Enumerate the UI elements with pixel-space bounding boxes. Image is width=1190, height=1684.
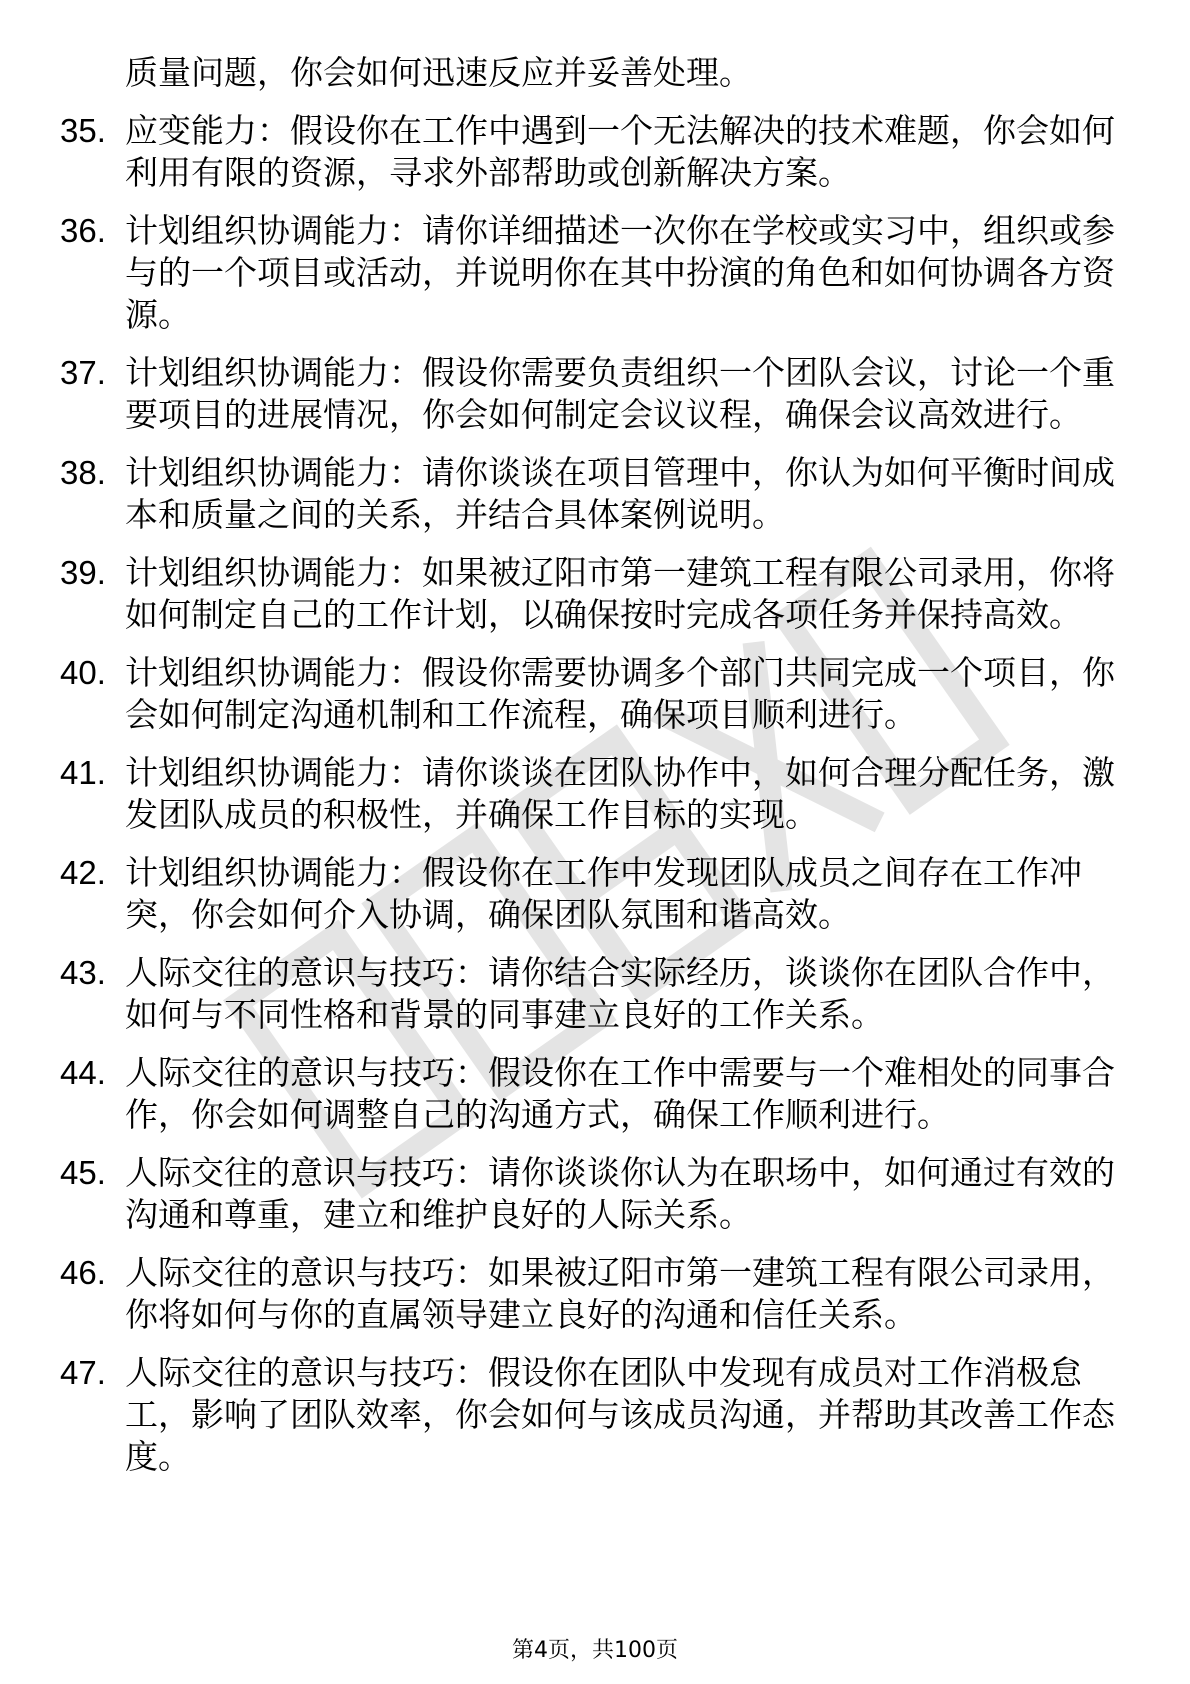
item-number: 39. <box>60 554 106 591</box>
question-list <box>60 52 1130 1494</box>
item-number: 47. <box>60 1354 106 1391</box>
item-text: 计划组织协调能力：请你谈谈在项目管理中，你认为如何平衡时间成本和质量之间的关系，并结合具体案例说明。 <box>125 453 1115 534</box>
item-number: 45. <box>60 1154 106 1191</box>
item-text: 计划组织协调能力：请你谈谈在团队协作中，如何合理分配任务，激发团队成员的积极性，并确保工作目标的实现。 <box>125 753 1115 834</box>
list-item <box>60 652 1130 736</box>
item-number: 37. <box>60 354 106 391</box>
list-item <box>60 752 1130 836</box>
list-item <box>60 210 1130 336</box>
list-item <box>60 1152 1130 1236</box>
item-number: 46. <box>60 1254 106 1291</box>
item-text: 人际交往的意识与技巧：请你谈谈你认为在职场中，如何通过有效的沟通和尊重，建立和维护良好的人际关系。 <box>125 1153 1115 1234</box>
list-item <box>60 1052 1130 1136</box>
page-footer: 第4页，共100页 <box>512 1638 678 1663</box>
item-number: 40. <box>60 654 106 691</box>
item-text: 计划组织协调能力：假设你需要协调多个部门共同完成一个项目，你会如何制定沟通机制和工作流程，确保项目顺利进行。 <box>125 653 1115 734</box>
item-text: 计划组织协调能力：请你详细描述一次你在学校或实习中，组织或参与的一个项目或活动，并说明你在其中扮演的角色和如何协调各方资源。 <box>125 211 1115 334</box>
item-number: 38. <box>60 454 106 491</box>
item-text: 应变能力：假设你在工作中遇到一个无法解决的技术难题，你会如何利用有限的资源，寻求外部帮助或创新解决方案。 <box>125 111 1115 192</box>
list-item <box>60 1252 1130 1336</box>
item-number: 41. <box>60 754 106 791</box>
item-text: 人际交往的意识与技巧：假设你在团队中发现有成员对工作消极怠工，影响了团队效率，你会如何与该成员沟通，并帮助其改善工作态度。 <box>125 1353 1115 1476</box>
list-item <box>60 852 1130 936</box>
list-item <box>60 352 1130 436</box>
item-text: 人际交往的意识与技巧：请你结合实际经历，谈谈你在团队合作中，如何与不同性格和背景的同事建立良好的工作关系。 <box>125 953 1115 1034</box>
item-number: 43. <box>60 954 106 991</box>
item-text: 人际交往的意识与技巧：如果被辽阳市第一建筑工程有限公司录用，你将如何与你的直属领导建立良好的沟通和信任关系。 <box>125 1253 1115 1334</box>
item-text: 计划组织协调能力：如果被辽阳市第一建筑工程有限公司录用，你将如何制定自己的工作计划，以确保按时完成各项任务并保持高效。 <box>125 553 1115 634</box>
list-item <box>60 452 1130 536</box>
item-number: 36. <box>60 212 106 249</box>
item-text: 计划组织协调能力：假设你在工作中发现团队成员之间存在工作冲突，你会如何介入协调，确保团队氛围和谐高效。 <box>125 853 1082 934</box>
item-number: 35. <box>60 112 106 149</box>
continuation-text: 质量问题，你会如何迅速反应并妥善处理。 <box>125 53 752 92</box>
item-number: 44. <box>60 1054 106 1091</box>
list-item <box>60 110 1130 194</box>
list-item <box>60 1352 1130 1478</box>
item-number: 42. <box>60 854 106 891</box>
list-item <box>60 552 1130 636</box>
item-text: 人际交往的意识与技巧：假设你在工作中需要与一个难相处的同事合作，你会如何调整自己的沟通方式，确保工作顺利进行。 <box>125 1053 1115 1134</box>
item-text: 计划组织协调能力：假设你需要负责组织一个团队会议，讨论一个重要项目的进展情况，你会如何制定会议议程，确保会议高效进行。 <box>125 353 1115 434</box>
list-item <box>60 952 1130 1036</box>
